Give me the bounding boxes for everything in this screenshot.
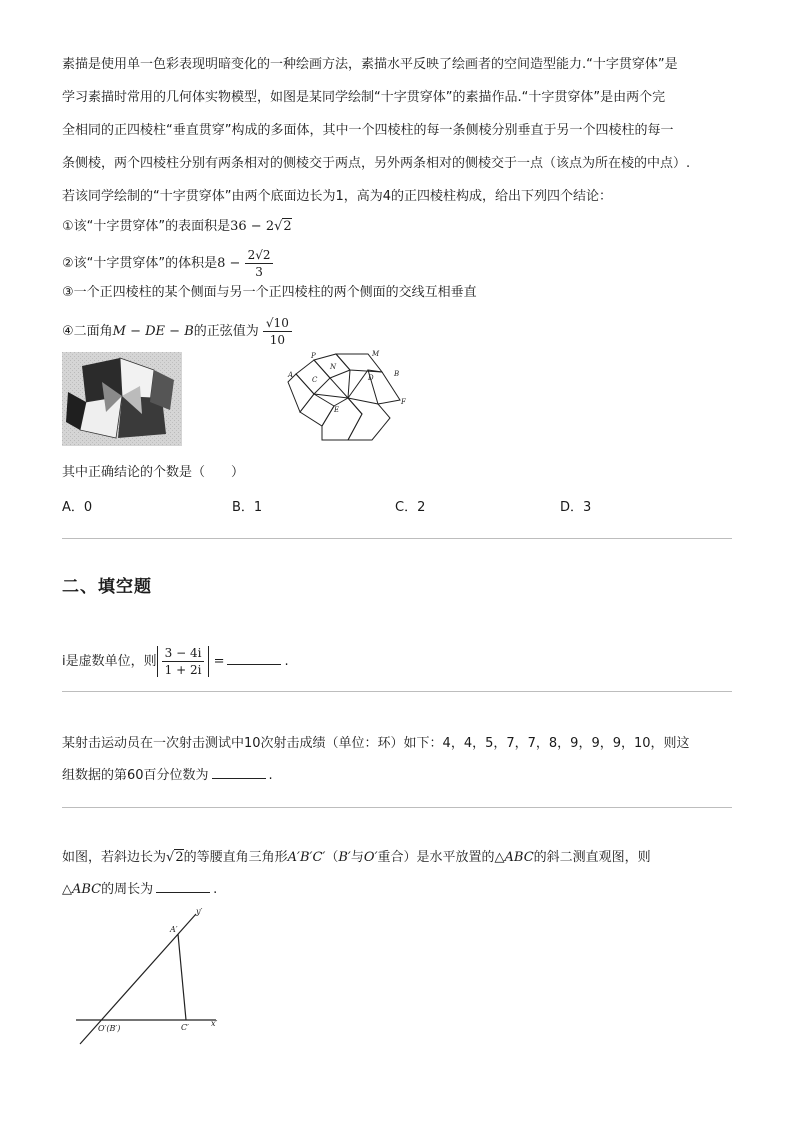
q3-answer-blank[interactable] (212, 766, 266, 779)
q4-point-b: B′ (338, 850, 351, 865)
q4-text: 与 (350, 850, 364, 865)
q2-end: . (284, 654, 289, 669)
conclusion-3: ③一个正四棱柱的某个侧面与另一个正四棱柱的两个侧面的交线互相垂直 (62, 285, 477, 300)
q3-line-2 (62, 766, 273, 785)
choice-a[interactable]: A．0 (62, 500, 93, 515)
q1-para-line-1: 素描是使用单一色彩表现明暗变化的一种绘画方法，素描水平反映了绘画者的空间造型能力.“十字贯穿体”是 (62, 57, 678, 72)
label-y-axis: y′ (196, 907, 203, 916)
label-E: E (334, 406, 340, 414)
conclusion-4-fraction: $\frac{√10}{10}$ (263, 316, 292, 347)
conclusion-2-expr: 8 − (217, 256, 241, 271)
divider (62, 538, 732, 539)
q4-line-2 (62, 880, 217, 899)
choice-list (62, 496, 762, 516)
q4-end: . (213, 882, 218, 897)
conclusion-1-text: ①该“十字贯穿体”的表面积是 (62, 219, 231, 234)
label-origin: O′(B′) (98, 1024, 121, 1033)
q4-text: 的斜二测直观图，则 (533, 850, 651, 865)
q2-answer-blank[interactable] (227, 652, 281, 665)
q4-text: 重合）是水平放置的△ (377, 850, 505, 865)
q4-text: 如图，若斜边长为 (62, 850, 167, 865)
q4-triangle-abc: ABC (72, 882, 102, 897)
conclusion-4 (62, 316, 292, 347)
q4-radicand: 2 (175, 850, 184, 865)
choice-b[interactable]: B．1 (232, 500, 263, 515)
q4-text: △ (62, 882, 72, 897)
choice-d[interactable]: D．3 (560, 500, 592, 515)
q3-text: 组数据的第60百分位数为 (62, 768, 209, 783)
q2-text: i是虚数单位，则 (62, 654, 157, 669)
choice-c[interactable]: C．2 (395, 500, 426, 515)
label-P: P (311, 352, 316, 360)
q1-question: 其中正确结论的个数是（ ） (62, 465, 245, 480)
dihedral-angle-label: M − DE − B (112, 324, 194, 339)
label-C: C (312, 376, 318, 384)
label-D: D (368, 374, 374, 382)
q4-answer-blank[interactable] (156, 880, 210, 893)
label-A: A (288, 371, 294, 379)
conclusion-4-text: ④二面角 (62, 324, 113, 339)
q1-para-line-5: 若该同学绘制的“十字贯穿体”由两个底面边长为1，高为4的正四棱柱构成，给出下列四个结论： (62, 189, 613, 204)
conclusion-2 (62, 248, 273, 279)
oblique-projection-figure (66, 904, 236, 1054)
q3-end: . (268, 768, 273, 783)
q1-para-line-2: 学习素描时常用的几何体实物模型，如图是某同学绘制“十字贯穿体”的素描作品.“十字贯穿体”是由两个完 (62, 90, 666, 105)
q4-triangle: A′B′C′ (287, 850, 326, 865)
q2-abs-value (157, 646, 210, 677)
label-x-axis: x′ (211, 1019, 218, 1028)
q2 (62, 646, 289, 677)
label-F: F (401, 398, 406, 406)
divider (62, 807, 732, 808)
conclusion-4-suffix: 的正弦值为 (193, 324, 259, 339)
q2-fraction: $\frac{3 - 4i}{1 + 2i}$ (162, 646, 205, 677)
q4-text: （ (325, 850, 339, 865)
divider (62, 691, 732, 692)
conclusion-1-expr: 36 − 2 (230, 219, 275, 234)
label-M: M (372, 350, 380, 358)
q1-para-line-3: 全相同的正四棱柱“垂直贯穿”构成的多面体，其中一个四棱柱的每一条侧棱分别垂直于另一个四棱柱的每一 (62, 123, 674, 138)
q4-text: 的等腰直角三角形 (183, 850, 288, 865)
q4-line-1: 如图，若斜边长为√2的等腰直角三角形A′B′C′（B′与O′重合）是水平放置的△ABC的斜二测直观图，则 (62, 850, 651, 865)
conclusion-1-radicand: 2 (283, 219, 292, 234)
conclusion-2-text: ②该“十字贯穿体”的体积是 (62, 256, 218, 271)
sketch-photo (62, 352, 182, 446)
q4-text: 的周长为 (101, 882, 154, 897)
q1-para-line-4: 条侧棱，两个四棱柱分别有两条相对的侧棱交于两点，另外两条相对的侧棱交于一点（该点为所在棱的中点）. (62, 156, 691, 171)
section-heading: 二、填空题 (62, 577, 152, 597)
label-B: B (394, 370, 400, 378)
q4-point-o: O′ (363, 850, 378, 865)
label-N: N (330, 363, 337, 371)
label-a-prime: A′ (170, 925, 178, 934)
q2-equals: = (213, 654, 225, 669)
label-c-prime: C′ (181, 1023, 189, 1032)
q4-triangle-abc: ABC (504, 850, 534, 865)
conclusion-1: ①该“十字贯穿体”的表面积是36 − 2√2 (62, 219, 292, 234)
q3-line-1: 某射击运动员在一次射击测试中10次射击成绩（单位：环）如下：4，4，5，7，7，8，9，9，9，10，则这 (62, 736, 690, 751)
cross-polyhedron-diagram (282, 348, 418, 450)
conclusion-2-fraction: $\frac{2√2}{3}$ (245, 248, 274, 279)
